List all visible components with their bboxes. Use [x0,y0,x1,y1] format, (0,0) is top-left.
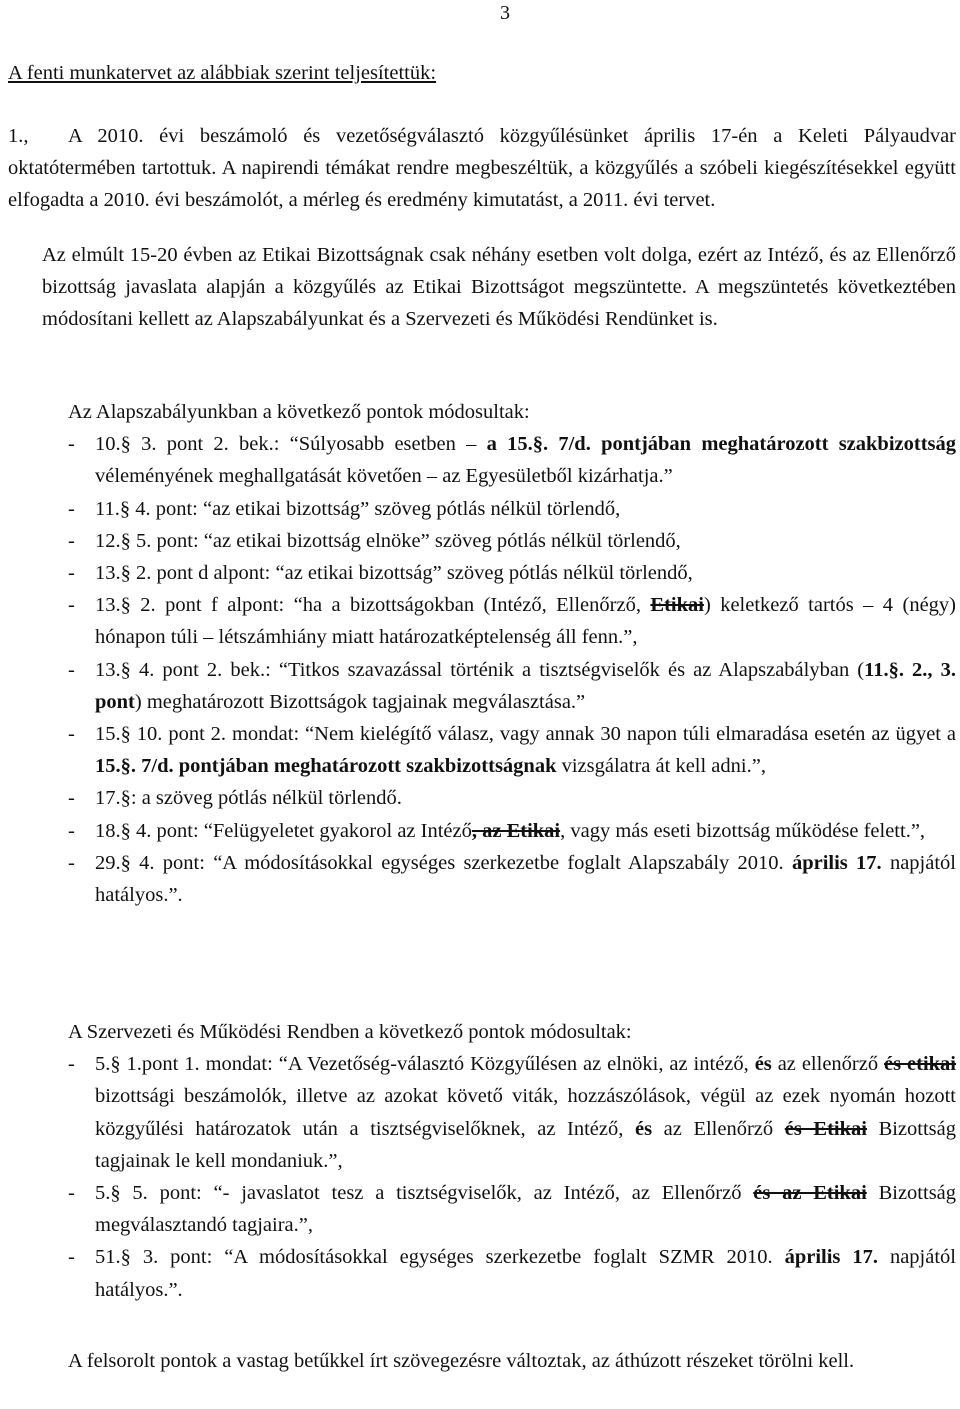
section-heading: A fenti munkatervet az alábbiak szerint teljesítettük: [8,62,437,84]
text-run: 13.§ 4. pont 2. bek.: “Titkos szavazással történik a tisztségviselők és az Alapszabályban ( [95,658,865,681]
list-item [68,1048,956,1177]
text-run: vizsgálatra át kell adni.”, [556,755,766,778]
list-dash: - [68,1246,75,1269]
bold-text: a 15.§. 7/d. pontjában meghatározott szakbizottság [486,433,956,456]
bold-text: április 17. [784,1246,878,1269]
list-item-text [95,493,956,525]
list-item [68,815,956,847]
szmr-list [68,1048,956,1306]
list-item [68,493,956,525]
list-dash: - [68,529,75,552]
text-run: ) keletkező tartós – 4 (négy) hónapon túli – létszámhiány miatt határozatképtelenség áll fenn.”, [95,594,956,649]
alapszabaly-list [68,428,956,911]
szmr-section [68,1016,956,1306]
struck-text: Etikai [650,594,704,617]
list-item [68,782,956,814]
text-run: 12.§ 5. pont: “az etikai bizottság elnöke” szöveg pótlás nélkül törlendő, [95,529,681,552]
text-run: 5.§ 1.pont 1. mondat: “A Vezetőség-választó Közgyűlésen az elnöki, az intéző, [95,1053,755,1076]
alapszabaly-section [68,396,956,911]
list-item-text [95,782,956,814]
list-dash: - [68,562,75,585]
closing-paragraph: A felsorolt pontok a vastag betűkkel írt szövegezésre változtak, az áthúzott részeket törölni kell. [68,1350,855,1372]
list-dash: - [68,433,75,456]
list-item-text [95,525,956,557]
list-item-text [95,718,956,782]
list-item [68,847,956,911]
text-run: véleményének meghallgatását követően – az Egyesületből kizárhatja.” [95,465,673,488]
item-1-second-paragraph: Az elmúlt 15-20 évben az Etikai Bizottságnak csak néhány esetben volt dolga, ezért az Intéző, és az Ellenőrző bizottság javaslata alapján a közgyűlés az Etikai Bizottságot megszüntette. A megszüntetés következtében módosítani kellett az Alapszabályunkat és a Szervezeti és Működési Rendünket is. [42,244,956,331]
text-run: 18.§ 4. pont: “Felügyeletet gyakorol az Intéző [95,819,472,842]
text-run: ) meghatározott Bizottságok tagjainak megválasztása.” [134,690,586,713]
list-item-text [95,557,956,589]
bold-text: és [754,1053,772,1076]
bold-text: 11.§. 2., 3. pont [95,658,956,713]
list-item [68,654,956,718]
list-dash: - [68,1182,75,1205]
list-dash: - [68,658,75,681]
struck-text: és Etikai [784,1117,867,1140]
list-dash: - [68,497,75,520]
szmr-title: A Szervezeti és Működési Rendben a következő pontok módosultak: [68,1021,632,1043]
list-item-text [95,1177,956,1241]
text-run: 17.§: a szöveg pótlás nélkül törlendő. [95,787,402,810]
text-run: 29.§ 4. pont: “A módosításokkal egységes szerkezetbe foglalt Alapszabály 2010. [95,851,792,874]
list-dash: - [68,819,75,842]
item-1-paragraph [8,120,956,217]
text-run: , vagy más eseti bizottság működése felett.”, [560,819,926,842]
page-number: 3 [500,2,510,24]
list-dash: - [68,851,75,874]
text-run: az Ellenőrző [652,1117,785,1140]
text-run: 13.§ 2. pont f alpont: “ha a bizottságokban (Intéző, Ellenőrző, [95,594,651,617]
alapszabaly-title: Az Alapszabályunkban a következő pontok módosultak: [68,401,530,423]
text-run: napjától hatályos.”. [95,1246,956,1301]
text-run: 13.§ 2. pont d alpont: “az etikai bizottság” szöveg pótlás nélkül törlendő, [95,562,693,585]
list-item-text [95,847,956,911]
struck-text: és etikai [884,1053,957,1076]
list-dash: - [68,723,75,746]
list-dash: - [68,1053,75,1076]
text-run: 51.§ 3. pont: “A módosításokkal egységes szerkezetbe foglalt SZMR 2010. [95,1246,785,1269]
list-item [68,718,956,782]
struck-text: és az Etikai [753,1182,867,1205]
list-item [68,1177,956,1241]
text-run: Bizottság tagjainak le kell mondaniuk.”, [95,1117,957,1172]
text-run: 15.§ 10. pont 2. mondat: “Nem kielégítő válasz, vagy annak 30 napon túli elmaradása esetén az ügyet a [95,723,956,746]
bold-text: április 17. [791,851,882,874]
item-1-number: 1., [8,125,29,147]
list-item-text [95,654,956,718]
text-run: 11.§ 4. pont: “az etikai bizottság” szöveg pótlás nélkül törlendő, [95,497,621,520]
list-item [68,589,956,653]
list-dash: - [68,594,75,617]
list-item-text [95,589,956,653]
list-item [68,557,956,589]
list-item [68,428,956,492]
list-item [68,1241,956,1305]
text-run: napjától hatályos.”. [95,851,956,907]
text-run: 10.§ 3. pont 2. bek.: “Súlyosabb esetben – [95,433,487,456]
text-run: Bizottság megválasztandó tagjaira.”, [95,1182,957,1237]
text-run: bizottsági beszámolók, illetve az azokat követő viták, hozzászólások, végül az ezek nyomán hozott közgyűlési határozatok után a tisztségviselőknek, az Intéző, [95,1085,956,1140]
text-run: az ellenőrző [771,1053,885,1076]
item-1-text: A 2010. évi beszámoló és vezetőségválasztó közgyűlésünket április 17-én a Keleti Pályaudvar oktatótermében tartottuk. A napirendi témákat rendre megbeszéltük, a közgyűlés a szóbeli kiegészítésekkel együtt elfogadta a 2010. évi beszámolót, a mérleg és eredmény kimutatást, a 2011. évi tervet. [8,125,956,212]
struck-text: , az Etikai [471,819,561,842]
bold-text: és [634,1117,653,1140]
list-item-text [95,1241,956,1305]
list-item [68,525,956,557]
bold-text: 15.§. 7/d. pontjában meghatározott szakbizottságnak [95,755,557,778]
text-run: 5.§ 5. pont: “- javaslatot tesz a tisztségviselők, az Intéző, az Ellenőrző [95,1182,754,1205]
list-item-text [95,815,956,847]
list-dash: - [68,787,75,810]
list-item-text [95,428,956,492]
list-item-text [95,1048,956,1177]
